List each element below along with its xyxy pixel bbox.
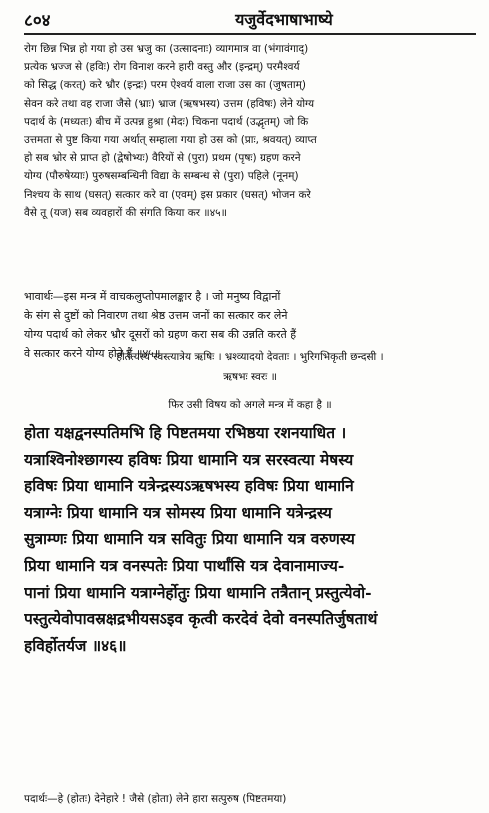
mantra-line: हविषः प्रिया धामानि यत्रेन्द्रस्यऽऋषभस्य हविषः प्रिया धामानि xyxy=(24,476,354,496)
text-line: प्रत्येक भ्रज्ज से (हविः) रोग विनाश करने हारी वस्तु और (इन्द्रम्) परमैश्वर्य xyxy=(24,61,300,74)
mantra-meta-svara: ऋषभः स्वरः ॥ xyxy=(223,371,277,383)
text-line: वे सत्कार करने योग्य होते हैं ॥४५॥ xyxy=(24,347,161,360)
mantra-text xyxy=(24,420,476,659)
mantra-line: पानां प्रिया धामानि यत्राग्नेर्होतुः प्रिया धामानि तत्रैतान् प्रस्तुत्येवो- xyxy=(24,582,372,602)
mantra-line: पस्तुत्येवोपावस्रक्षद्रभीयसऽइव कृत्वी करदेवं देवो वनस्पतिर्जुषताथं xyxy=(24,609,378,629)
mantra-line: सुत्राम्णः प्रिया धामानि यत्र सवितुः प्रिया धामानि यत्र वरुणस्य xyxy=(24,529,355,549)
text-line: वैसे तू (यज) सब व्यवहारों की संगति किया कर ॥४५॥ xyxy=(24,206,227,219)
mantra-intro: फिर उसी विषय को अगले मन्त्र में कहा है ॥ xyxy=(168,399,332,411)
text-line: योग्य पदार्थ को लेकर भ्रौर दूसरों को ग्रहण करा सब की उन्नति करते हैं xyxy=(24,328,297,341)
mantra-line: होता यक्षद्वनस्पतिमभि हि पिष्टतमया रभिष्ठया रशनयाधित । xyxy=(24,423,347,442)
text-line: योग्य (पौरुषेय्याः) पुरुषसम्बन्धिनी विद्या के सम्बन्ध से (पुरा) पहिले (नूनम्) xyxy=(24,170,299,183)
mantra-line: प्रिया धामानि यत्र वनस्पतेः प्रिया पार्थांसि यत्र देवानामाज्य- xyxy=(24,555,345,575)
padarth-start-line: पदार्थः—हे (होतः) देनेहारे ! जैसे (होता) लेने हारा सत्पुरुष (पिष्टतमया) xyxy=(24,793,287,805)
mantra-meta-rishi-devata: होतेत्यस्य स्वस्त्यात्रेय ऋषिः । भ्रश्व्यादयो देवताः । भुरिगभिकृती छन्दसी । xyxy=(116,351,384,363)
text-line: के संग से दुष्टों को निवारण तथा श्रेष्ठ उत्तम जनों का सत्कार कर लेने xyxy=(24,309,288,322)
header-rule xyxy=(24,33,476,35)
text-line: उत्तमता से पुष्ट किया गया अर्थात् सम्हाला गया हो उस को (प्राः, श्रवयत्) व्याप्त xyxy=(24,134,317,147)
mantra-line: यत्राश्विनोश्छागस्य हविषः प्रिया धामानि यत्र सरस्वत्या मेषस्य xyxy=(24,449,354,469)
text-line: हो सब भ्रोर से प्राप्त हो (द्वेषोभ्यः) वैरियों से (पुरा) प्रथम (पृषः) ग्रहण करने xyxy=(24,152,301,165)
text-line: भावार्थः—इस मन्त्र में वाचकलुप्तोपमालङ्कार है । जो मनुष्य विद्वानों xyxy=(24,290,281,303)
page-number: ८०४ xyxy=(24,11,51,31)
running-title: यजुर्वेदभाषाभाष्ये xyxy=(235,10,333,29)
padarth-continued-paragraph xyxy=(24,40,476,222)
mantra-line: यत्राग्नेः प्रिया धामानि यत्र सोमस्य प्रिया धामानि यत्रेन्द्रस्य xyxy=(24,502,332,522)
mantra-line: हविर्होतर्यज ॥४६॥ xyxy=(24,635,127,655)
page-header xyxy=(24,6,476,34)
text-line: सेवन करे तथा वह राजा जैसे (भ्राः) भ्राज (ऋषभस्य) उत्तम (हविषः) लेने योग्य xyxy=(24,97,315,110)
text-line: पदार्थ के (मध्यतः) बीच में उत्पन्न हुश्रा (मेदः) चिकना पदार्थ (उद्भृतम्) जो कि xyxy=(24,115,309,128)
text-line: निश्चय के साथ (घसत्) सत्कार करे वा (एवम्) इस प्रकार (घसत्) भोजन करे xyxy=(24,188,311,201)
text-line: रोग छिन्न भिन्न हो गया हो उस भ्रजु का (उत्सादनाः) व्यागमात्र वा (भंगावंगाद्) xyxy=(24,43,309,55)
text-line: को सिद्ध (करत्) करे भ्रौर (इन्द्रः) परम ऐश्वर्य वाला राजा उस का (जुषताम्) xyxy=(24,79,306,92)
